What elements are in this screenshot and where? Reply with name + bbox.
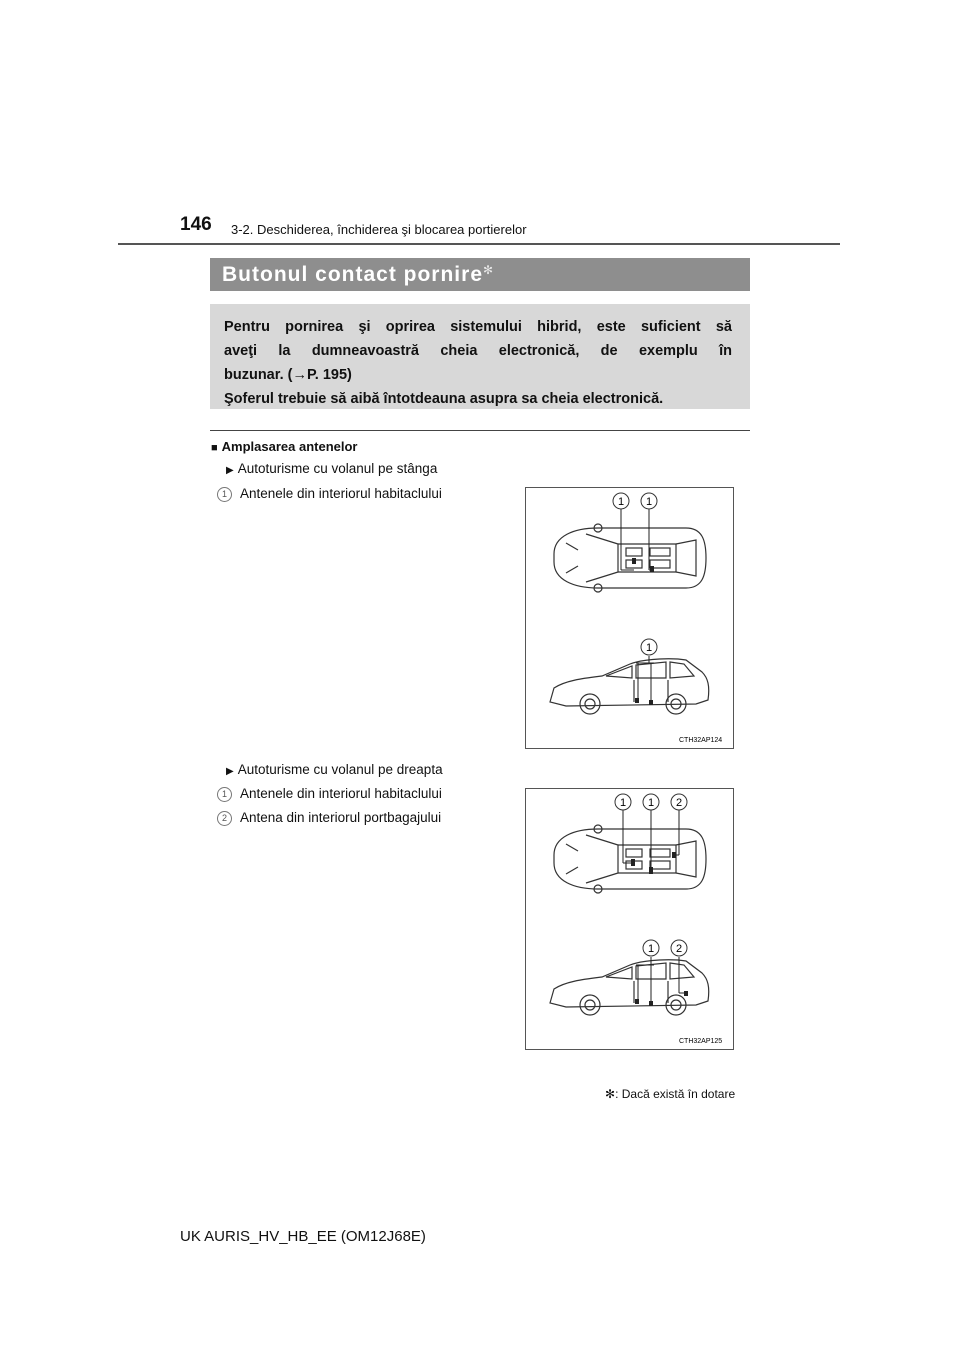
antenna-marker: [650, 566, 654, 572]
callout-number: 1: [617, 496, 625, 508]
rhd-label-text: Autoturisme cu volanul pe dreapta: [237, 762, 443, 777]
intro-line-1: Pentru pornirea şi oprirea sistemului hibrid, este suficient să: [224, 319, 732, 335]
callout-number: 1: [217, 787, 232, 802]
antenna-marker: [631, 859, 635, 866]
footnote: [605, 1087, 735, 1101]
triangle-bullet-icon: ▶: [226, 766, 234, 777]
chapter-title: 3-2. Deschiderea, închiderea şi blocarea portierelor: [231, 222, 527, 237]
side-view-car: [550, 659, 709, 714]
rhd-item-1: [217, 786, 442, 802]
section-title: Butonul contact pornire: [222, 263, 483, 286]
antenna-marker: [635, 999, 639, 1004]
figure-code: CTH32AP124: [679, 737, 723, 744]
antenna-marker: [649, 700, 653, 705]
top-view-car: [554, 524, 706, 592]
intro-line-3: buzunar. (→P. 195): [224, 367, 352, 383]
section-title-bar: [210, 258, 750, 291]
figure-code: CTH32AP125: [679, 1038, 723, 1045]
footnote-text: : Dacă există în dotare: [615, 1087, 736, 1101]
lhd-antenna-figure: [525, 487, 734, 749]
lhd-car-illustration: [526, 488, 733, 748]
antenna-marker: [649, 1001, 653, 1006]
square-bullet-icon: ■: [211, 442, 218, 454]
intro-line-4: Şoferul trebuie să aibă întotdeauna asupra sa cheia electronică.: [224, 391, 664, 407]
antenna-marker: [649, 867, 653, 874]
antenna-marker: [635, 698, 639, 703]
triangle-bullet-icon: ▶: [226, 465, 234, 476]
antenna-marker: [672, 852, 676, 858]
callout-number: 1: [645, 642, 653, 654]
lhd-item-1: [217, 486, 442, 502]
optional-mark-icon: ✻: [483, 263, 495, 277]
model-code: UK AURIS_HV_HB_EE (OM12J68E): [180, 1228, 426, 1245]
intro-box: [210, 304, 750, 409]
lhd-label: [226, 461, 437, 476]
callout-number: 2: [217, 811, 232, 826]
rhd-item-2-text: Antena din interiorul portbagajului: [240, 810, 442, 825]
callout-number: 1: [647, 797, 655, 809]
lhd-item-1-text: Antenele din interiorul habitaclului: [240, 486, 442, 501]
callout-number: 1: [645, 496, 653, 508]
section-separator: [210, 430, 750, 431]
callout-number: 1: [217, 487, 232, 502]
rhd-antenna-figure: [525, 788, 734, 1050]
header-rule: [118, 243, 840, 245]
antenna-heading-text: Amplasarea antenelor: [221, 439, 358, 454]
antenna-marker: [632, 558, 636, 564]
footnote-mark-icon: ✻: [605, 1087, 616, 1101]
antenna-marker: [684, 991, 688, 996]
callout-number: 1: [619, 797, 627, 809]
rhd-label: [226, 762, 443, 777]
page-number: 146: [180, 214, 212, 235]
callout-number: 1: [647, 943, 655, 955]
rhd-item-2: [217, 810, 441, 826]
lhd-label-text: Autoturisme cu volanul pe stânga: [237, 461, 438, 476]
callout-number: 2: [675, 797, 683, 809]
antenna-heading: [211, 439, 358, 454]
intro-line-2: aveţi la dumneavoastră cheia electronică, de exemplu în: [224, 343, 732, 359]
callout-number: 2: [675, 943, 683, 955]
rhd-item-1-text: Antenele din interiorul habitaclului: [240, 786, 442, 801]
side-view-car: [550, 960, 709, 1015]
rhd-car-illustration: [526, 789, 733, 1049]
top-view-car: [554, 825, 706, 893]
